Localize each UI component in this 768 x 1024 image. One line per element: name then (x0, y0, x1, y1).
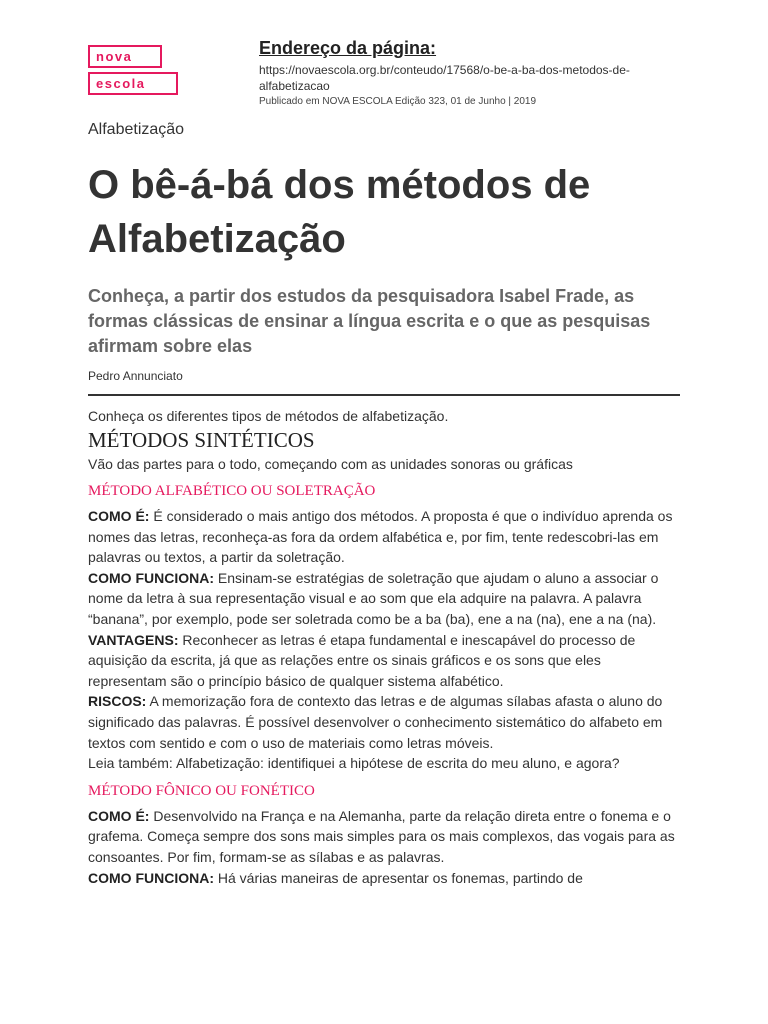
address-title: Endereço da página: (259, 38, 437, 58)
label-fonico-como-e: COMO É: (88, 807, 150, 824)
text-vantagens: Reconhecer as letras é etapa fundamental e inescapável do processo de aquisição da escrita, já que as relações entre os sinais gráficos e os sons que eles representam são o princípio básico de qualquer sistema alfabético. (88, 631, 636, 689)
method-heading-alfabetico: MÉTODO ALFABÉTICO OU SOLETRAÇÃO (88, 483, 376, 499)
section-subheading: Vão das partes para o todo, começando com as unidades sonoras ou gráficas (88, 456, 573, 472)
publication-info: Publicado em NOVA ESCOLA Edição 323, 01 de Junho | 2019 (259, 96, 537, 107)
paragraph-fonico-como-funciona (88, 868, 680, 889)
text-riscos: A memorização fora de contexto das letras e de algumas sílabas afasta o aluno do significado das palavras. É possível desenvolver o conhecimento sistemático do alfabeto em textos com sentido e com o uso de materiais como letras móveis. (88, 693, 663, 751)
label-como-funciona: COMO FUNCIONA: (88, 569, 214, 586)
paragraph-fonico-como-e (88, 806, 680, 868)
page-address-block (259, 36, 719, 109)
label-vantagens: VANTAGENS: (88, 631, 179, 648)
label-fonico-como-funciona: COMO FUNCIONA: (88, 869, 214, 886)
label-riscos: RISCOS: (88, 693, 147, 710)
article-body (88, 406, 680, 888)
label-como-e: COMO É: (88, 508, 150, 524)
text-fonico-como-funciona: Há várias maneiras de apresentar os fonemas, partindo de (214, 869, 583, 886)
paragraph-vantagens (88, 630, 680, 692)
article-category: Alfabetização (88, 121, 185, 138)
leia-tambem-link[interactable]: Leia também: Alfabetização: identifiquei a hipótese de escrita do meu aluno, e agora? (88, 755, 620, 772)
logo-line-escola: escola (88, 72, 178, 95)
paragraph-como-e (88, 506, 680, 568)
article-author: Pedro Annunciato (88, 369, 183, 383)
divider-rule (88, 394, 680, 396)
article-title: O bê-á-bá dos métodos de Alfabetização (88, 163, 591, 261)
nova-escola-logo[interactable] (88, 45, 178, 95)
intro-text: Conheça os diferentes tipos de métodos de alfabetização. (88, 408, 449, 424)
section-heading-sinteticos: MÉTODOS SINTÉTICOS (88, 428, 315, 452)
text-como-e: É considerado o mais antigo dos métodos. A proposta é que o indivíduo aprenda os nomes das letras, reconheça-as fora da ordem alfabética e, por fim, tente redescobri-las em palavras ou textos, a partir da soletração. (88, 508, 673, 566)
address-url-link[interactable]: https://novaescola.org.br/conteudo/17568/o-be-a-ba-dos-metodos-de-alfabetizacao (259, 63, 630, 93)
text-como-funciona: Ensinam-se estratégias de soletração que ajudam o aluno a associar o nome da letra à sua representação visual e ao som que ela adquire na palavra. A palavra “banana”, por exemplo, pode ser soletrada como be a ba (ba), ene a na (na), ene a na (na). (88, 569, 659, 627)
paragraph-como-funciona (88, 568, 680, 630)
article-subtitle: Conheça, a partir dos estudos da pesquisadora Isabel Frade, as formas clássicas de ensinar a língua escrita e o que as pesquisas afirmam sobre elas (88, 286, 651, 356)
logo-line-nova: nova (88, 45, 162, 68)
method-heading-fonico: MÉTODO FÔNICO OU FONÉTICO (88, 782, 315, 799)
paragraph-riscos (88, 691, 680, 753)
text-fonico-como-e: Desenvolvido na França e na Alemanha, parte da relação direta entre o fonema e o grafema. Começa sempre dos sons mais simples para os mais complexos, das vogais para as consoantes. Por fim, formam-se as sílabas e as palavras. (88, 807, 675, 865)
